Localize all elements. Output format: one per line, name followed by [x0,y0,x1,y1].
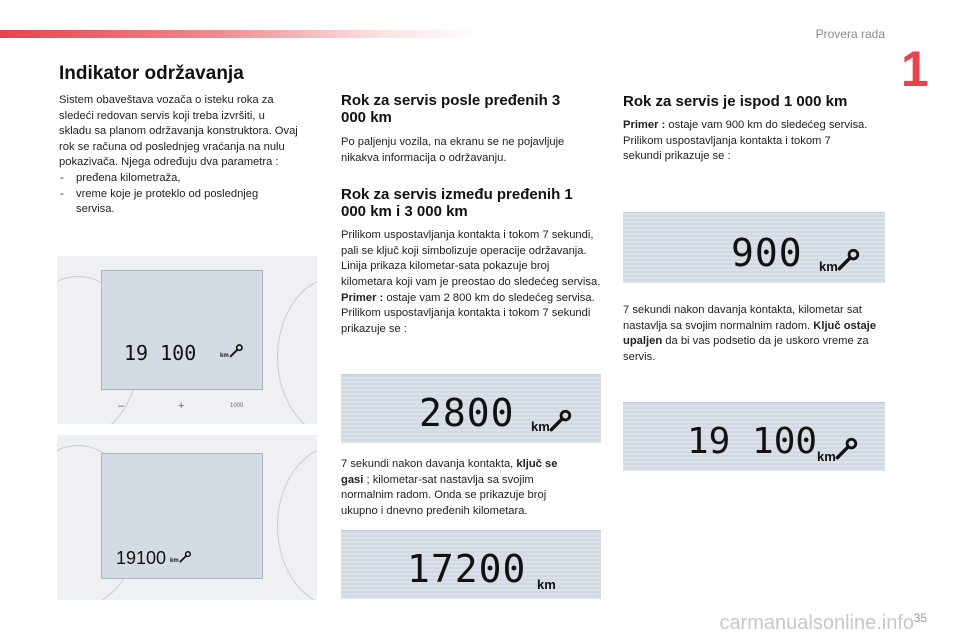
cluster-screen [101,453,263,579]
odometer-unit: km [220,353,229,359]
display-value: 2800 [419,391,515,435]
display-2800 [341,374,601,443]
list-item: - vreme koje je proteklo od poslednjeg servisa. [59,187,299,218]
wrench-icon [178,550,192,564]
heading-over-3000: Rok za servis posle pređenih 3 000 km [341,92,561,126]
display-intro: Prilikom uspostavljanja kontakta i tokom 7 sekundi prikazuje se : [341,307,591,335]
display-value: 17200 [407,547,527,591]
column-middle [341,92,603,337]
cluster-screen [101,270,263,390]
example-paragraph [623,118,891,134]
column-right-lower [623,303,891,365]
odometer-reading: 19 100 [124,341,197,365]
display-19100 [623,402,885,471]
instrument-cluster-illustration-2 [57,435,317,600]
column-left [59,93,299,218]
reset-button-label[interactable]: 1000 [230,403,244,409]
text-bold: ključ se gasi [341,458,558,486]
example-paragraph [341,291,603,307]
wrench-icon [228,343,244,359]
paragraph-1000-3000: Prilikom uspostavljanja kontakta i tokom 7 sekundi, pali se ključ koji simbolizuje operacije održavanja. Linija prikaza kilometar-sata pokazuje broj kilometara koji vam je preostao do sledećeg servisa. [341,229,601,288]
wrench-icon [835,247,861,273]
odometer-reading: 19100 [116,548,167,568]
display-unit: km [531,419,550,434]
display-unit: km [537,577,556,592]
example-label: Primer : [341,291,384,304]
section-title: Provera rada [815,27,885,41]
text-bold: Ključ ostaje upaljen [623,319,877,348]
column-middle-lower [341,457,581,519]
minus-button[interactable]: – [118,400,125,412]
gauge-outline [277,276,317,424]
cluster-button-row [112,400,262,418]
after-contact-paragraph [341,457,581,519]
display-intro: Prilikom uspostavljanja kontakta i tokom 7 sekundi prikazuje se : [623,134,831,163]
paragraph-over-3000: Po paljenju vozila, na ekranu se ne pojavljuje nikakva informacija o održavanju. [341,136,565,164]
heading-1000-3000: Rok za servis između pređenih 1 000 km i 3 000 km [341,186,573,221]
display-17200 [341,530,601,599]
wrench-icon [833,436,859,462]
display-unit: km [819,259,838,274]
column-right [623,93,891,165]
text-part: da bi vas podsetio da je uskoro vreme za servis. [623,335,869,363]
example-text: ostaje vam 2 800 km do sledećeg servisa. [383,291,595,304]
header-accent-bar [0,30,480,38]
instrument-cluster-illustration-1 [57,256,317,424]
heading-under-1000: Rok za servis je ispod 1 000 km [623,93,848,110]
odometer-unit: km [170,558,179,564]
text-part: 7 sekundi nakon davanja kontakta, [341,458,517,470]
display-value: 900 [731,231,803,275]
after-contact-paragraph [623,303,891,365]
page-number: 35 [913,611,927,625]
parameter-list [59,171,299,218]
display-unit: km [817,449,836,464]
example-text: ostaje vam 900 km do sledećeg servisa. [665,119,868,131]
gauge-outline [277,445,317,600]
wrench-icon [547,408,573,434]
text-part: ; kilometar-sat nastavlja sa svojim normalnim radom. Onda se prikazuje broj ukupno i dnevno pređenih kilometara. [341,473,547,517]
display-900 [623,212,885,283]
example-label: Primer : [623,119,666,131]
display-value: 19 100 [687,421,818,462]
plus-button[interactable]: + [178,400,185,412]
chapter-number: 1 [901,41,929,97]
page-title: Indikator održavanja [59,63,244,84]
text-part: 7 sekundi nakon davanja kontakta, kilometar sat nastavlja sa svojim normalnim radom. [623,304,862,332]
list-item: - pređena kilometraža, [59,171,299,187]
intro-paragraph: Sistem obaveštava vozača o isteku roka za sledeći redovan servis koji treba izvršiti, u skladu sa planom održavanja konstruktora. Ovaj rok se računa od poslednjeg vraćanja na nulu pokazivača. Njega određuju dva parametra : [59,94,298,169]
watermark: carmanualsonline.info [719,612,914,634]
